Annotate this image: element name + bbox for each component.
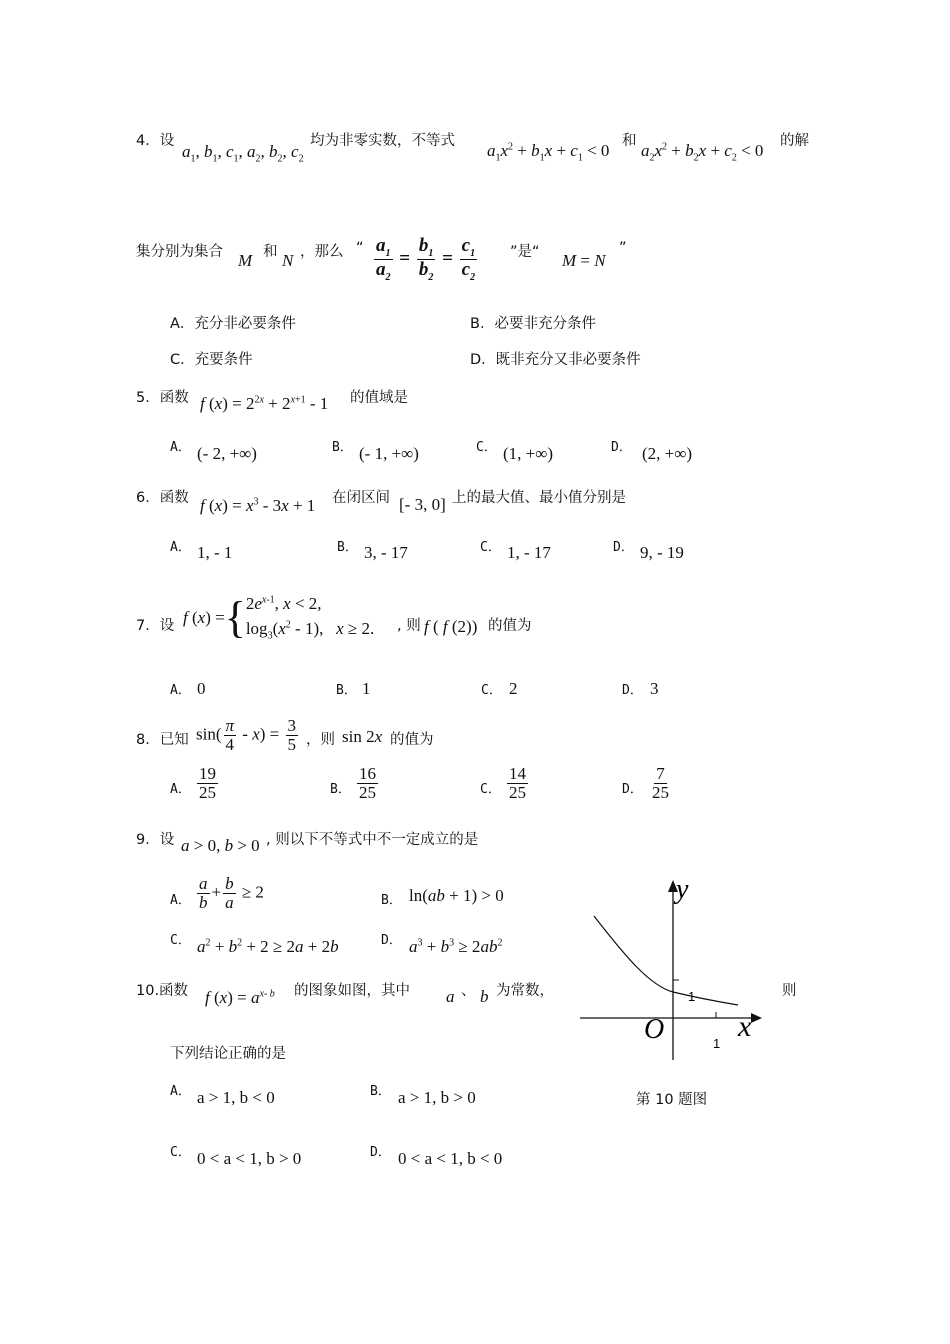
q10-mid1: 的图象如图，其中 (294, 983, 410, 999)
q5-answer-b: (- 1, +∞) (359, 444, 419, 463)
q9-inequality-b: ln(ab + 1) > 0 (409, 886, 504, 905)
q9-number: 9．设 (136, 832, 175, 848)
q9-inequality-a: $\frac{a}{b}$ + $\frac{b}{a}$ ≥ 2 (199, 874, 264, 912)
q8-answer-c-den: 25 (509, 782, 526, 802)
q6-label-a: A． (170, 540, 191, 555)
q5-function: f $(x) = 2^{2x} + 2^{x+1} - 1$ (200, 394, 329, 413)
q8-given-equation: sin( $\frac{\pi}{4}$ - x) = $\frac{3}{5}$ (196, 716, 296, 754)
q4-inequality-1: $a_1x^2 + b_1x + c_1 < 0$ (487, 141, 610, 164)
q10-answer-b: a > 1, b > 0 (398, 1088, 476, 1107)
x-axis-label: x (738, 1010, 752, 1043)
q7-answer-b: 1 (362, 679, 371, 698)
q4-set-m: M (238, 251, 253, 270)
q10-const-b: b (480, 987, 489, 1006)
q7-tail: 的值为 (488, 618, 532, 634)
q10-ze: 则 (782, 983, 797, 999)
q8-answer-d (648, 765, 673, 802)
figure-caption: 第 10 题图 (636, 1092, 708, 1108)
q6-answer-a: 1, - 1 (197, 543, 233, 562)
q8-answer-a-num: 19 (199, 764, 216, 783)
q9-label-c: C． (170, 933, 191, 948)
q8-number: 8．已知 (136, 732, 189, 748)
q9-inequality-d: $a^3 + b^3 \ge 2ab^2$ (409, 937, 503, 956)
q8-answer-b-num: 16 (359, 764, 376, 783)
q8-then: ，则 (306, 732, 335, 748)
q10-answer-c: 0 < a < 1, b > 0 (197, 1149, 302, 1168)
q6-interval: [- 3, 0] (399, 495, 446, 514)
q4-option-c: C．充要条件 (170, 352, 253, 368)
q10-answer-d: 0 < a < 1, b < 0 (398, 1149, 503, 1168)
q4-set-n: N (282, 251, 294, 270)
q4-quote-end: ” (619, 240, 627, 256)
q7-number: 7．设 (136, 618, 175, 634)
q7-answer-c: 2 (509, 679, 518, 698)
q4-line2-lead: 集分别为集合 (136, 244, 223, 260)
q10-label-a: A． (170, 1084, 191, 1099)
q5-label-d: D． (611, 440, 632, 455)
q6-function: f $(x) = x^3 - 3x + 1$ (200, 496, 316, 515)
q4-quote-close: ”是“ (510, 244, 540, 260)
q4-option-b: B．必要非充分条件 (470, 316, 596, 332)
q7-label-c: C． (481, 683, 502, 698)
q9-label-d: D． (381, 933, 402, 948)
q4-text-and: 和 (622, 133, 637, 149)
q7-label-a: A． (170, 683, 191, 698)
q4-option-d: D．既非充分又非必要条件 (470, 352, 641, 368)
q4-number: 4．设 (136, 133, 175, 149)
q8-answer-a (195, 765, 220, 802)
q8-label-b: B． (330, 782, 351, 797)
q6-answer-b: 3, - 17 (364, 543, 408, 562)
y-axis-label: y (676, 874, 689, 905)
q4-text-vars: 均为非零实数，不等式 (310, 133, 455, 149)
q10-label-c: C． (170, 1145, 191, 1160)
q7-label-b: B． (336, 683, 357, 698)
q8-label-c: C． (480, 782, 501, 797)
q9-label-b: B． (381, 893, 402, 908)
q5-label-a: A． (170, 440, 191, 455)
q6-label-d: D． (613, 540, 634, 555)
q6-label-c: C． (480, 540, 501, 555)
q9-label-a: A． (170, 893, 191, 908)
q8-answer-a-den: 25 (199, 782, 216, 802)
q10-graph-figure (570, 868, 780, 1078)
q6-tail: 上的最大值、最小值分别是 (452, 490, 626, 506)
q5-answer-a: (- 2, +∞) (197, 444, 257, 463)
y-tick-label: 1 (688, 989, 696, 1004)
q10-const-a: a (446, 987, 455, 1006)
q7-answer-a: 0 (197, 679, 206, 698)
q8-answer-b (355, 765, 380, 802)
q10-number: 10.函数 (136, 983, 189, 999)
q5-tail: 的值域是 (350, 390, 408, 406)
q8-label-d: D． (622, 782, 643, 797)
q7-piecewise-function: f (x) ={ $2e^{x-1}$, x < 2, $\log_3(x^2 - 1)$, x ≥ 2. (183, 592, 375, 642)
q8-answer-b-den: 25 (359, 782, 376, 802)
q8-answer-c-num: 14 (509, 764, 526, 783)
q7-answer-d: 3 (650, 679, 659, 698)
q10-function: f $(x) = a^{x- b}$ (205, 988, 275, 1007)
origin-label: O (644, 1014, 665, 1045)
q8-answer-d-num: 7 (656, 764, 665, 783)
q10-mid2: 为常数， (496, 983, 554, 999)
q7-then: , 则 (397, 618, 421, 634)
q8-tail: 的值为 (390, 732, 434, 748)
q5-number: 5．函数 (136, 390, 189, 406)
exponential-curve (594, 916, 738, 1005)
q4-inequality-2: $a_2x^2 + b_2x + c_2 < 0$ (641, 141, 764, 164)
q4-quote-open: “ (356, 240, 364, 256)
q10-label-b: B． (370, 1084, 391, 1099)
q9-inequality-c: $a^2 + b^2 + 2 \ge 2a + 2b$ (197, 937, 339, 956)
q9-tail: , 则以下不等式中不一定成立的是 (266, 832, 479, 848)
q4-option-a: A．充分非必要条件 (170, 316, 296, 332)
q10-line2: 下列结论正确的是 (170, 1046, 286, 1062)
q6-label-b: B． (337, 540, 358, 555)
q10-sep: 、 (461, 983, 476, 999)
q7-label-d: D． (622, 683, 643, 698)
q10-label-d: D． (370, 1145, 391, 1160)
q6-answer-d: 9, - 19 (640, 543, 684, 562)
q5-label-c: C． (476, 440, 497, 455)
q6-answer-c: 1, - 17 (507, 543, 551, 562)
x-axis-arrow-icon (751, 1013, 762, 1023)
q4-text-he: 和 (263, 244, 278, 260)
q5-answer-d: (2, +∞) (642, 444, 693, 463)
q4-set-equality: M = N (562, 251, 606, 270)
q10-answer-a: a > 1, b < 0 (197, 1088, 275, 1107)
q4-coefficients: $a_1$, $b_1$, $c_1$, $a_2$, $b_2$, $c_2$ (182, 142, 304, 165)
q8-answer-d-den: 25 (652, 782, 669, 802)
q8-target: sin 2x (342, 727, 383, 746)
q5-label-b: B． (332, 440, 353, 455)
q7-expression: f ( f (2)) (424, 617, 478, 636)
q6-mid: 在闭区间 (332, 490, 390, 506)
q9-condition: a > 0, b > 0 (181, 836, 260, 855)
q8-answer-c (505, 765, 530, 802)
q8-label-a: A． (170, 782, 191, 797)
q4-text-then: ，那么 (300, 244, 344, 260)
q4-ratio-condition: $\frac{a_1}{a_2}$ = $\frac{b_1}{b_2}$ = $\frac{c_1}{c_2}$ (376, 235, 476, 284)
x-tick-label: 1 (713, 1036, 721, 1051)
q4-text-solutions: 的解 (780, 133, 809, 149)
q5-answer-c: (1, +∞) (503, 444, 554, 463)
q6-number: 6．函数 (136, 490, 189, 506)
